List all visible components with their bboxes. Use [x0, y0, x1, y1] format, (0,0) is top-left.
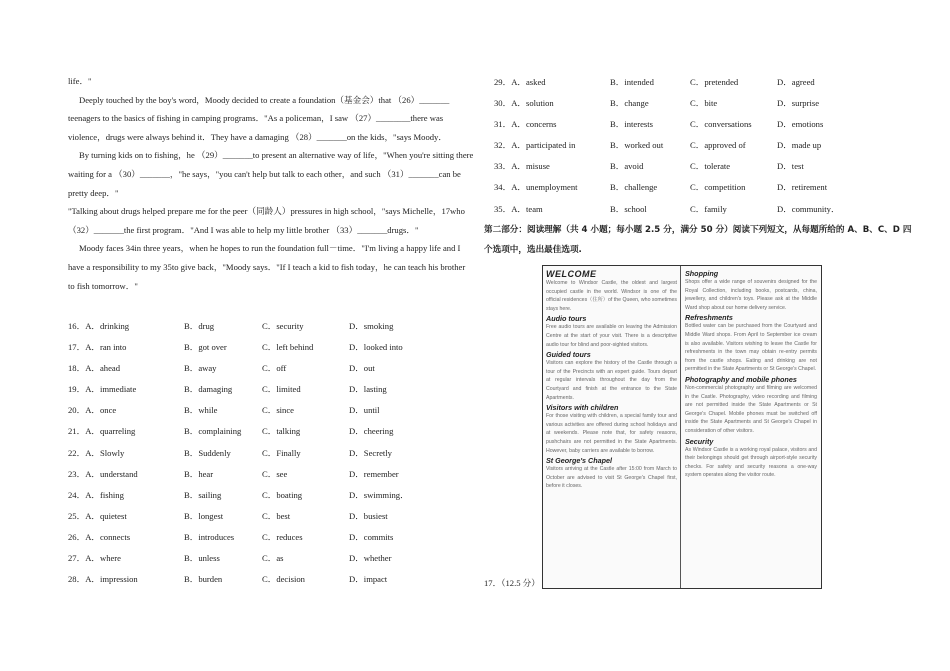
option-text: 28．A．impression	[68, 574, 138, 585]
option-text: 30．A．solution	[494, 98, 554, 109]
option-text: D．Secretly	[349, 447, 392, 458]
notice-body: Visitors can explore the history of the Castle through a tour of the Precincts with an expert guide. Tours depart at regular intervals throughout the day from the Courtyard and finish at the entrance to the State Apartments.	[546, 360, 677, 401]
option-text: B．sailing	[184, 489, 222, 500]
option-text: B．interests	[610, 119, 653, 130]
option-row	[494, 160, 894, 181]
option-row	[68, 383, 468, 404]
option-text: D．made up	[777, 140, 822, 151]
option-text: C．see	[262, 468, 288, 479]
option-text: B．while	[184, 405, 218, 416]
option-text: 26．A．connects	[68, 531, 131, 542]
option-text: D．emotions	[777, 119, 824, 130]
option-text: B．change	[610, 98, 649, 109]
option-row	[494, 97, 894, 118]
option-text: B．longest	[184, 510, 224, 521]
option-row	[68, 362, 468, 383]
option-text: B．burden	[184, 574, 223, 585]
option-text: C．since	[262, 405, 294, 416]
option-text: D．impact	[349, 574, 388, 585]
option-text: 21．A．quarreling	[68, 426, 136, 437]
option-text: 18．A．ahead	[68, 363, 121, 374]
option-text: 29．A．asked	[494, 77, 546, 87]
option-text: C．best	[262, 510, 291, 521]
option-text: B．complaining	[184, 426, 242, 437]
passage	[68, 72, 474, 295]
option-text: D．surprise	[777, 98, 820, 109]
option-row	[68, 468, 468, 489]
notice-heading: St George's Chapel	[546, 456, 613, 466]
option-text: B．introduces	[184, 531, 235, 542]
option-row	[494, 181, 894, 202]
option-row	[68, 425, 468, 446]
option-text: C．approved of	[690, 140, 746, 151]
option-text: 31．A．concerns	[494, 119, 557, 130]
passage-line: pretty deep．"	[68, 187, 119, 198]
option-row	[68, 341, 468, 362]
option-text: C．bite	[690, 98, 718, 109]
passage-line: By turning kids on to fishing，he （29）_______to present an alternative way of life，"When you're sitting there	[79, 150, 474, 161]
section2-heading: 第二部分：阅读理解（共 4 小题；每小题 2.5 分，满分 50 分）阅读下列短文，从每题所给的 A、B、C、D 四个选项中，选出最佳选项.	[484, 225, 912, 255]
option-text: B．drug	[184, 321, 215, 331]
options-right	[494, 76, 894, 224]
option-text: D．swimming．	[349, 489, 409, 500]
notice-body: For those visiting with children, a special family tour and various activities are offered during school holidays and at weekends. Please note that, for safety reasons, pushchairs are not permitted in the State Apartments. However, baby carriers are available to borrow.	[546, 413, 677, 454]
option-text: C．security	[262, 321, 304, 331]
passage-line: teenagers to the basics of fishing in camping programs．"As a policeman，I saw （27）________there was	[68, 113, 444, 124]
option-text: B．challenge	[610, 182, 658, 193]
option-text: C．decision	[262, 574, 305, 585]
option-text: 27．A．where	[68, 553, 121, 564]
option-text: 20．A．once	[68, 405, 117, 416]
passage-line: violence，drugs were always behind it．They have a damaging （28）_______on the kids，"says Moody．	[68, 131, 447, 142]
option-text: C．boating	[262, 489, 303, 500]
option-text: D．remember	[349, 468, 399, 479]
option-text: 32．A．participated in	[494, 140, 576, 151]
passage-line: have a responsibility to my 35to give back，"Moody says．"If I teach a kid to fish today，he can teach his brother	[68, 261, 466, 272]
option-text: C．left behind	[262, 342, 314, 353]
option-text: D．cheering	[349, 426, 394, 437]
option-text: C．conversations	[690, 119, 752, 130]
question-17-label: 17．（12.5 分）	[484, 578, 540, 588]
option-text: B．unless	[184, 553, 220, 564]
option-text: 34．A．unemployment	[494, 182, 578, 193]
option-text: B．worked out	[610, 140, 664, 151]
notice-body: Bottled water can be purchased from the Courtyard and Middle Ward shops. From April to September ice cream is also available. Visitors wishing to leave the Castle for refreshments in the town may obtain re-entry permits from the castle shops. Eating and drinking are not permitted in the State Apartments or St George's Chapel.	[685, 323, 817, 373]
notice-left-column	[543, 266, 681, 588]
option-text: D．until	[349, 405, 380, 416]
notice-heading: Audio tours	[546, 314, 587, 324]
option-text: 17．A．ran into	[68, 342, 127, 353]
notice-body: Welcome to Windsor Castle, the oldest and largest occupied castle in the world. Windsor is one of the official residences（住所）of the Queen, who sometimes stays here.	[546, 280, 677, 312]
option-text: D．retirement	[777, 182, 828, 193]
option-text: B．hear	[184, 468, 214, 479]
option-text: C．tolerate	[690, 161, 731, 172]
option-text: C．off	[262, 363, 287, 374]
notice-body: Visitors arriving at the Castle after 15:00 from March to October are advised to visit St George's Chapel first, before it closes.	[546, 466, 677, 490]
option-text: 25．A．quietest	[68, 510, 127, 521]
option-text: B．avoid	[610, 161, 644, 172]
option-text: C．talking	[262, 426, 301, 437]
notice-heading: WELCOME	[546, 269, 597, 279]
option-row	[494, 118, 894, 139]
notice-right-column	[682, 266, 820, 588]
option-text: 35．A．team	[494, 203, 543, 214]
option-text: C．competition	[690, 182, 746, 193]
windsor-castle-notice	[542, 265, 822, 589]
option-text: B．damaging	[184, 384, 233, 395]
option-row	[68, 489, 468, 510]
passage-line: （32）_______the first program．"And I was able to help my little brother （33）_______drugs．"	[68, 224, 419, 235]
passage-line: life．"	[68, 76, 92, 86]
option-text: B．intended	[610, 77, 654, 87]
notice-heading: Guided tours	[546, 350, 591, 360]
notice-body: Non-commercial photography and filming are welcomed in the Castle. Photography, video recording and filming are not permitted inside the State Apartments or St George's Chapel. Mobile phones must be switched off inside the State Apartments and St George's Chapel in consideration of other visitors.	[685, 384, 817, 434]
notice-heading: Security	[685, 436, 714, 446]
option-text: D．lasting	[349, 384, 387, 395]
option-text: D．out	[349, 363, 375, 374]
option-text: C．limited	[262, 384, 301, 395]
option-text: B．got over	[184, 342, 227, 353]
option-text: B．Suddenly	[184, 447, 231, 458]
passage-line: Deeply touched by the boy's word，Moody decided to create a foundation（基金会）that （26）_______	[79, 94, 450, 105]
option-text: C．pretended	[690, 77, 739, 87]
option-text: 16．A．drinking	[68, 321, 130, 331]
option-text: D．looked into	[349, 342, 403, 353]
notice-heading: Visitors with children	[546, 403, 619, 413]
notice-body: Shops offer a wide range of souvenirs designed for the Royal Collection, including books, postcards, china, jewellery, and children's toys. Please ask at the Middle Ward shop about our home delivery service.	[685, 279, 817, 311]
option-row	[68, 552, 468, 573]
option-text: C．Finally	[262, 447, 301, 458]
option-text: D．community．	[777, 203, 840, 214]
notice-body: As Windsor Castle is a working royal palace, visitors and their belongings should get through airport-style security checks. For safety and security reasons a one-way system operates along the visitor route.	[685, 446, 817, 479]
options-left	[68, 320, 468, 594]
passage-line: "Talking about drugs helped prepare me for the peer（同龄人）pressures in high school，"says Michelle，17who	[68, 206, 465, 217]
option-row	[68, 573, 468, 594]
notice-heading: Shopping	[685, 269, 719, 278]
passage-line: Moody faces 34in three years，when he hopes to run the foundation full－time．"I'm living a happy life and I	[79, 243, 461, 254]
notice-heading: Photography and mobile phones	[685, 374, 797, 384]
option-text: 23．A．understand	[68, 468, 138, 479]
option-row	[68, 404, 468, 425]
notice-body: Free audio tours are available on leaving the Admission Centre at the start of your visit. There is a descriptive audio tour for blind and poor-sighted visitors.	[546, 324, 677, 348]
passage-line: to fish tomorrow．"	[68, 280, 138, 291]
option-text: D．busiest	[349, 510, 388, 521]
option-text: 19．A．immediate	[68, 384, 137, 395]
option-text: 33．A．misuse	[494, 161, 550, 172]
option-row	[494, 139, 894, 160]
option-text: C．as	[262, 553, 284, 564]
option-text: 22．A．Slowly	[68, 447, 125, 458]
option-row	[68, 531, 468, 552]
notice-heading: Refreshments	[685, 313, 733, 323]
option-row	[68, 510, 468, 531]
option-text: D．commits	[349, 531, 394, 542]
option-row	[68, 320, 468, 341]
option-row	[68, 447, 468, 468]
option-text: D．smoking	[349, 321, 394, 331]
option-text: C．reduces	[262, 531, 303, 542]
option-row	[494, 76, 894, 97]
option-text: C．family	[690, 203, 727, 214]
option-text: B．school	[610, 203, 647, 214]
option-text: D．whether	[349, 553, 392, 564]
option-text: 24．A．fishing	[68, 489, 124, 500]
passage-line: waiting for a （30）_______，"he says，"you can't help but talk to each other，and such （31）_______can be	[68, 168, 461, 179]
option-text: D．test	[777, 161, 804, 172]
option-text: D．agreed	[777, 77, 815, 87]
option-text: B．away	[184, 363, 217, 374]
